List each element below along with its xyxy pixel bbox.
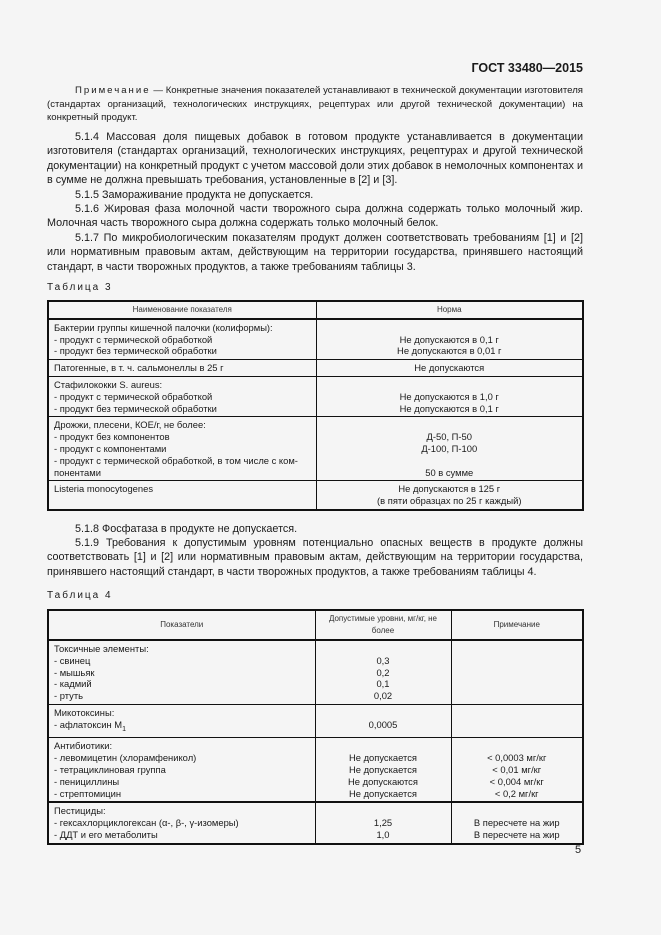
table-row: Токсичные элементы: - свинец - мышьяк - кадмий - ртуть 0,3 0,2 0,1 0,02 <box>48 640 583 704</box>
table-3 <box>47 300 584 511</box>
table-4-header-indicators: Показатели <box>48 610 315 640</box>
table-3-header-norm: Норма <box>316 301 583 319</box>
table-row: Стафилококки S. aureus: - продукт с термической обработкой - продукт без термической обработки Не допускаются в 1,0 г Не допускаются в 0,1 г <box>48 376 583 416</box>
table-4 <box>47 609 584 845</box>
note-label: Примечание <box>75 85 151 96</box>
standard-header: ГОСТ 33480—2015 <box>471 61 583 75</box>
table-row: Патогенные, в т. ч. сальмонеллы в 25 г Не допускаются <box>48 360 583 377</box>
page-number: 5 <box>575 844 582 856</box>
table-4-header-levels: Допустимые уровни, мг/кг, не более <box>315 610 451 640</box>
table-3-caption: Таблица 3 <box>47 282 113 293</box>
table-row: Listeria monocytogenes Не допускаются в 125 г (в пяти образцах по 25 г каждый) <box>48 481 583 511</box>
note-paragraph <box>47 84 583 125</box>
table-row: Бактерии группы кишечной палочки (колиформы): - продукт с термической обработкой - продукт без термической обработки Не допускаются в 0,1 г Не допускаются в 0,01 г <box>48 319 583 360</box>
table-4-caption: Таблица 4 <box>47 590 113 601</box>
paragraph-5-1-5: 5.1.5 Замораживание продукта не допускается. <box>75 189 314 201</box>
paragraph-5-1-7: 5.1.7 По микробиологическим показателям продукт должен соответствовать требованиям [1] и [2] или нормативным правовым актам, действующим на территории государства, принявшего настоящий стандарт, в части творожных продуктов, а также требованиям таблицы 3. <box>47 232 583 273</box>
table-row: Микотоксины: - афлатоксин $M_1$ 0,0005 <box>48 704 583 737</box>
paragraph-5-1-9: 5.1.9 Требования к допустимым уровням потенциально опасных веществ в продукте должны соответствовать [1] и [2] или нормативным правовым актам, действующим на территории государства, принявшего настоящий стандарт, в части творожных продуктов, а также требованиям таблицы 4. <box>47 537 583 578</box>
table-3-header-name: Наименование показателя <box>48 301 316 319</box>
table-row: Пестициды: - гексахлорциклогексан (α-, β-, γ-изомеры) - ДДТ и его метаболиты 1,25 1,0 В пересчете на жир В пересчете на жир <box>48 802 583 843</box>
note-text: — Конкретные значения показателей устанавливают в технической документации изготовителя (стандартах организаций, технологических инструкциях, рецептурах или другой технической документации) на конкретный продукт. <box>47 85 583 124</box>
paragraph-5-1-6: 5.1.6 Жировая фаза молочной части творожного сыра должна содержать только молочный жир. Молочная часть творожного сыра должна содержать только молочный белок. <box>47 203 583 230</box>
paragraph-5-1-4: 5.1.4 Массовая доля пищевых добавок в готовом продукте устанавливается в документации изготовителя (стандартах организаций, технологических инструкциях, рецептурах и другой технической документации) на конкретный продукт с учетом массовой доли этих добавок в немолочных компонентах и в сумме не должна превышать требования, установленные в [2] и [3]. <box>47 131 583 186</box>
paragraph-5-1-8: 5.1.8 Фосфатаза в продукте не допускается. <box>75 523 298 535</box>
table-row: Дрожжи, плесени, КОЕ/г, не более: - продукт без компонентов - продукт с компонентами - продукт с термической обработкой, в том числе с ком- понентами Д-50, П-50 Д-100, П-100 50 в сумме <box>48 417 583 481</box>
table-4-header-note: Примечание <box>451 610 583 640</box>
table-row: Антибиотики: - левомицетин (хлорамфеникол) - тетрациклиновая группа - пенициллины - стрептомицин Не допускается Не допускается Не допускаются Не допускается < 0,0003 мг/кг < 0,01 мг/кг < 0,004 мг/кг < 0,2 мг/кг <box>48 738 583 802</box>
